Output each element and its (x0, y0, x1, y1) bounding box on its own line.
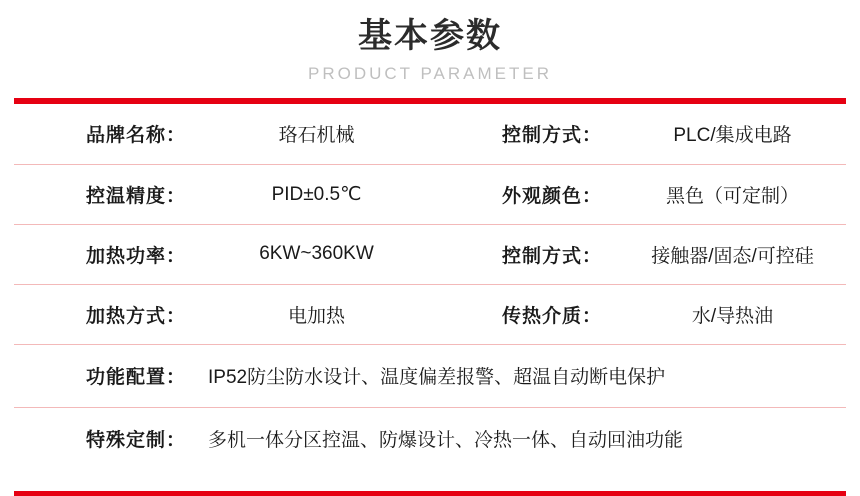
param-label: 加热方式： (85, 305, 186, 327)
table-row (14, 284, 846, 344)
bottom-accent-bar (14, 491, 846, 496)
param-label: 控制方式： (501, 245, 602, 267)
param-label: 功能配置： (85, 367, 186, 388)
param-value: 电加热 (287, 305, 345, 327)
param-value: IP52防尘防水设计、温度偏差报警、超温自动断电保护 (208, 367, 666, 388)
param-value: 黑色（可定制） (665, 185, 799, 207)
table-row (14, 164, 846, 224)
table-row (14, 344, 846, 407)
param-label: 品牌名称： (85, 125, 186, 147)
page-header (0, 0, 860, 84)
param-label: 控制方式： (501, 125, 602, 147)
param-value: PID±0.5℃ (271, 183, 362, 205)
param-label: 加热功率： (85, 245, 186, 267)
param-label: 外观颜色： (501, 185, 602, 207)
param-label: 控温精度： (85, 185, 186, 207)
param-label: 特殊定制： (85, 430, 186, 451)
param-value: PLC/集成电路 (673, 125, 792, 147)
table-row (14, 104, 846, 164)
table-row (14, 224, 846, 284)
page-subtitle: PRODUCT PARAMETER (307, 64, 552, 83)
page-title: 基本参数 (358, 17, 502, 55)
param-label: 传热介质： (501, 305, 602, 327)
param-value: 接触器/固态/可控硅 (651, 245, 814, 267)
param-value: 多机一体分区控温、防爆设计、冷热一体、自动回油功能 (208, 430, 684, 451)
param-value: 6KW~360KW (259, 243, 374, 264)
param-value: 珞石机械 (278, 125, 355, 147)
param-value: 水/导热油 (691, 305, 774, 327)
table-row (14, 407, 846, 470)
parameter-table (14, 104, 846, 470)
